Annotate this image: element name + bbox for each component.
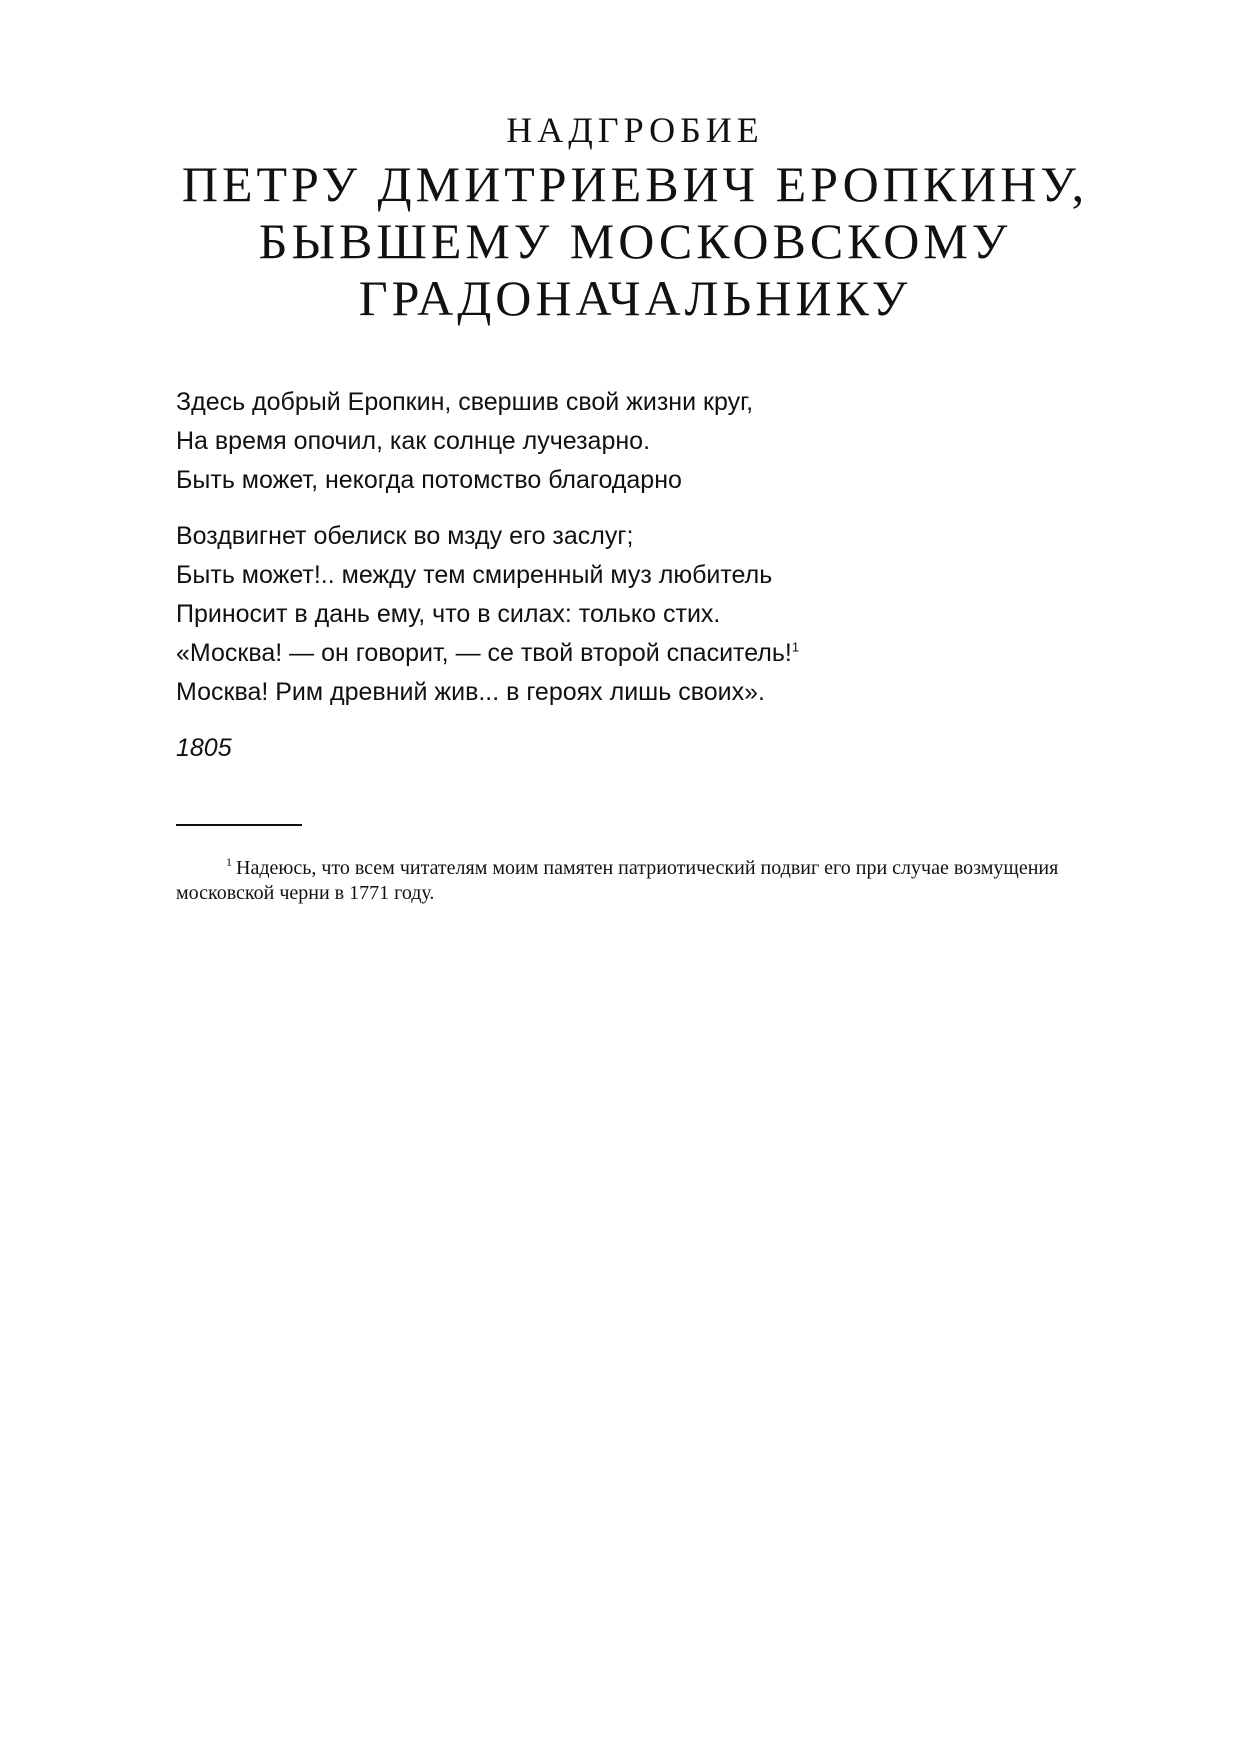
- title-line-1: ПЕТРУ ДМИТРИЕВИЧ ЕРОПКИНУ,: [181, 156, 1089, 212]
- footnote: [176, 856, 1151, 906]
- poem-line-text: «Москва! — он говорит, — се твой второй спаситель!: [176, 639, 792, 667]
- title-kicker: НАДГРОБИЕ: [506, 110, 764, 150]
- poem-line: Приносит в дань ему, что в силах: только стих.: [176, 600, 721, 628]
- title-line-3: ГРАДОНАЧАЛЬНИКУ: [358, 270, 912, 326]
- poem: [176, 383, 1136, 768]
- poem-line: Быть может!.. между тем смиренный муз любитель: [176, 561, 773, 589]
- poem-year: 1805: [176, 734, 232, 762]
- footnote-text: Надеюсь, что всем читателям моим памятен патриотический подвиг его при случае возмущения московской черни в 1771 году.: [176, 857, 1059, 904]
- poem-line: Москва! Рим древний жив... в героях лишь своих».: [176, 678, 765, 706]
- poem-line: На время опочил, как солнце лучезарно.: [176, 427, 651, 455]
- footnote-reference[interactable]: 1: [791, 639, 800, 655]
- poem-line-with-footnote: [176, 634, 1136, 673]
- title-block: [0, 108, 1240, 327]
- title-line-2: БЫВШЕМУ МОСКОВСКОМУ: [258, 213, 1012, 269]
- footnote-mark: 1: [226, 855, 232, 870]
- footnote-separator: [176, 824, 302, 826]
- poem-line: Здесь добрый Еропкин, свершив свой жизни круг,: [176, 388, 754, 416]
- poem-line: Воздвигнет обелиск во мзду его заслуг;: [176, 522, 634, 550]
- poem-line: Быть может, некогда потомство благодарно: [176, 466, 682, 494]
- stanza-2: [176, 517, 1136, 712]
- stanza-1: [176, 383, 1136, 500]
